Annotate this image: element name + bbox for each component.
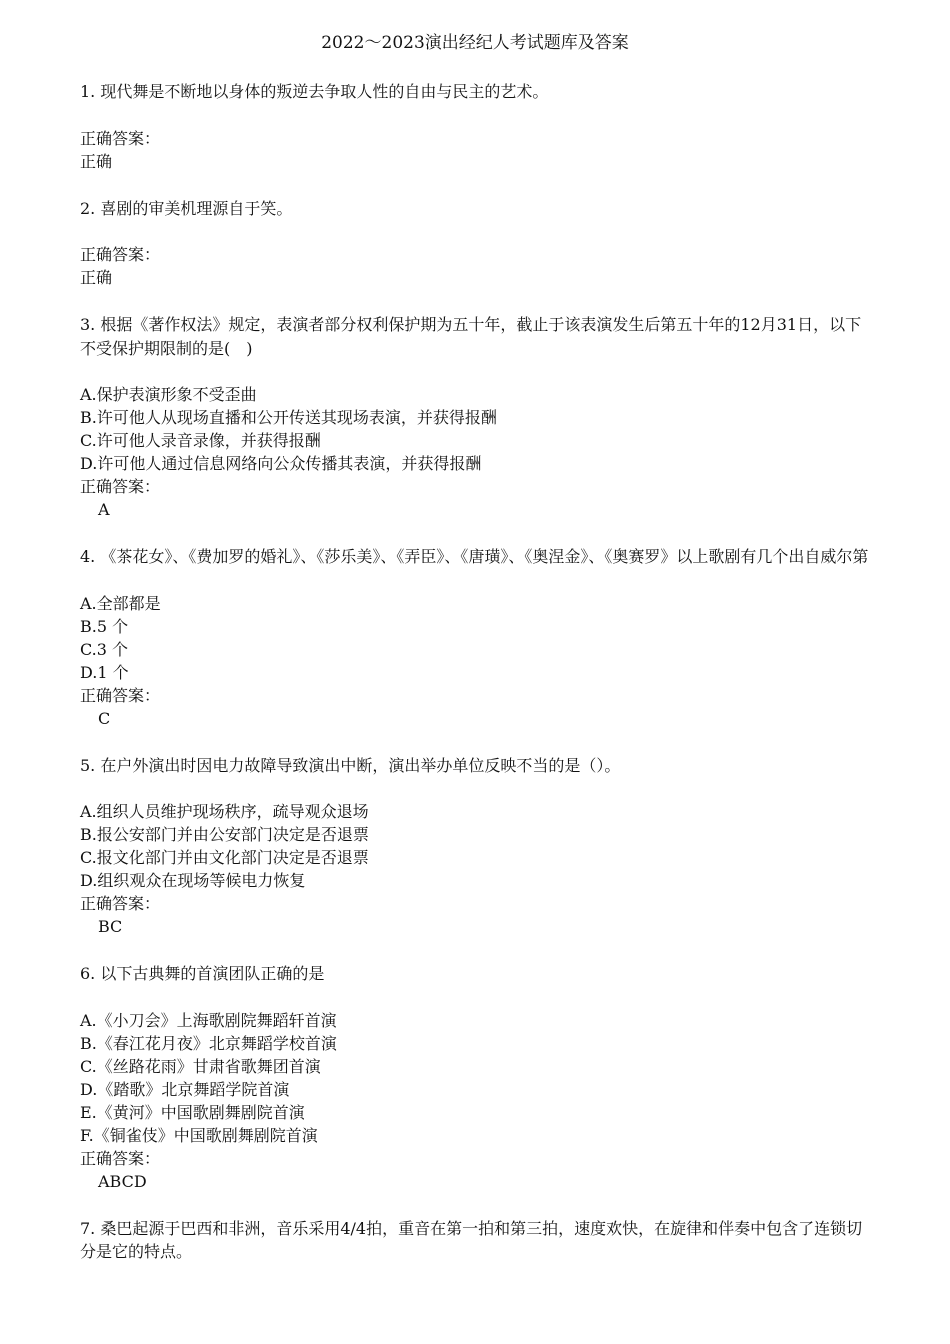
option-a: A.《小刀会》上海歌剧院舞蹈轩首演: [80, 1010, 337, 1030]
option-d: D.组织观众在现场等候电力恢复: [80, 871, 306, 890]
option-b: B.5 个: [80, 616, 129, 636]
answer-label: 正确答案：: [80, 128, 161, 148]
question-text: 3. 根据《著作权法》规定，表演者部分权利保护期为五十年，截止于该表演发生后第五十年的12月31日，以下不受保护期限制的是( ): [80, 315, 862, 358]
answer-value: 正确: [80, 268, 113, 287]
question-4: [80, 545, 870, 754]
answer-value: ABCD: [98, 1171, 147, 1191]
option-c: C.许可他人录音录像，并获得报酬: [80, 431, 321, 450]
question-7: [80, 1217, 870, 1264]
answer-value: C: [98, 708, 111, 728]
question-text: 4. 《茶花女》、《费加罗的婚礼》、《莎乐美》、《弄臣》、《唐璜》、《奥涅金》、《奥赛罗》以上歌剧有几个出自威尔第: [80, 547, 869, 566]
answer-label: 正确答案：: [80, 245, 161, 264]
answer-value: A: [98, 500, 110, 519]
question-text: 6. 以下古典舞的首演团队正确的是: [80, 964, 325, 983]
question-text: 2. 喜剧的审美机理源自于笑。: [80, 198, 293, 218]
question-1: [80, 80, 870, 197]
question-text: 5. 在户外演出时因电力故障导致演出中断，演出举办单位反映不当的是（）。: [80, 755, 621, 775]
question-2: [80, 197, 870, 314]
option-b: B.许可他人从现场直播和公开传送其现场表演，并获得报酬: [80, 408, 497, 427]
answer-value: BC: [98, 917, 123, 936]
option-d: D.1 个: [80, 662, 129, 682]
option-b: B.《春江花月夜》北京舞蹈学校首演: [80, 1033, 337, 1053]
option-d: D.《踏歌》北京舞蹈学院首演: [80, 1079, 290, 1099]
answer-label: 正确答案：: [80, 894, 161, 913]
option-c: C.《丝路花雨》甘肃省歌舞团首演: [80, 1056, 321, 1076]
option-c: C.报文化部门并由文化部门决定是否退票: [80, 848, 369, 867]
option-e: E.《黄河》中国歌剧舞剧院首演: [80, 1102, 305, 1122]
option-d: D.许可他人通过信息网络向公众传播其表演，并获得报酬: [80, 454, 482, 473]
option-b: B.报公安部门并由公安部门决定是否退票: [80, 825, 369, 844]
question-6: [80, 962, 870, 1217]
answer-value: 正确: [80, 151, 113, 171]
question-text: 7. 桑巴起源于巴西和非洲，音乐采用4/4拍，重音在第一拍和第三拍，速度欢快，在旋律和伴奏中包含了连锁切分是它的特点。: [80, 1218, 863, 1261]
option-a: A.全部都是: [80, 593, 161, 613]
answer-label: 正确答案：: [80, 1148, 161, 1168]
question-5: [80, 754, 870, 963]
option-a: A.保护表演形象不受歪曲: [80, 385, 257, 404]
page-title: 2022～2023演出经纪人考试题库及答案: [321, 33, 629, 53]
option-c: C.3 个: [80, 639, 129, 659]
option-a: A.组织人员维护现场秩序，疏导观众退场: [80, 802, 369, 821]
question-text: 1. 现代舞是不断地以身体的叛逆去争取人性的自由与民主的艺术。: [80, 82, 549, 101]
answer-label: 正确答案：: [80, 477, 161, 496]
answer-label: 正确答案：: [80, 685, 161, 705]
question-3: [80, 313, 870, 545]
option-f: F.《铜雀伎》中国歌剧舞剧院首演: [80, 1125, 318, 1145]
